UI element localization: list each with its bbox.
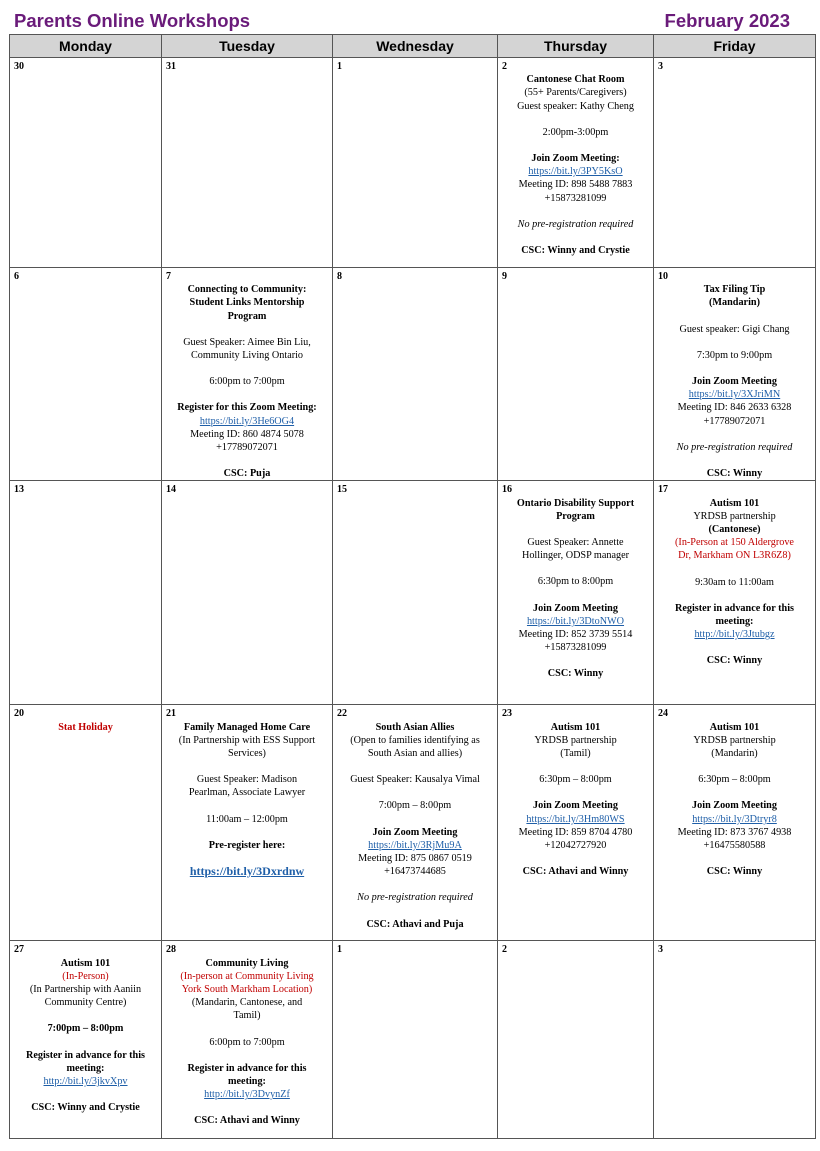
event-text: (In-Person)	[62, 970, 109, 982]
spacer	[14, 1088, 157, 1101]
event-text: meeting:	[66, 1062, 105, 1074]
event-text: CSC: Winny	[706, 866, 763, 878]
event-text: (In-Person at 150 Aldergrove	[675, 537, 794, 549]
event-text: CSC: Winny	[547, 668, 604, 680]
day-cell	[498, 268, 654, 481]
spacer	[502, 589, 649, 602]
event-text: Meeting ID: 898 5488 7883	[518, 179, 633, 191]
week-row	[10, 58, 816, 268]
event-text: Autism 101	[550, 721, 601, 733]
day-number: 6	[14, 271, 19, 282]
day-number: 2	[502, 944, 507, 956]
spacer	[658, 428, 811, 441]
meeting-link[interactable]: http://bit.ly/3jkvXpv	[43, 1076, 128, 1088]
day-cell	[498, 941, 654, 1139]
event-text: Register in advance for this	[25, 1049, 146, 1061]
event-text: +15873281099	[544, 642, 607, 654]
event-text: Community Centre)	[44, 997, 127, 1009]
day-cell	[654, 705, 816, 941]
day-number: 22	[337, 708, 347, 720]
day-number: 7	[166, 271, 171, 282]
spacer	[658, 641, 811, 654]
spacer	[502, 113, 649, 126]
event-text: YRDSB partnership	[693, 510, 776, 522]
event-text: (In Partnership with Aaniin	[29, 984, 142, 996]
day-cell	[162, 705, 333, 941]
event-text: Autism 101	[709, 497, 760, 509]
spacer	[166, 1101, 328, 1114]
event-block	[166, 721, 328, 879]
weekday-header: Monday	[10, 35, 162, 58]
event-text: 7:00pm – 8:00pm	[47, 1023, 124, 1035]
day-number: 31	[166, 61, 176, 72]
spacer	[502, 852, 649, 865]
event-text: Meeting ID: 875 0867 0519	[358, 853, 472, 865]
day-number: 24	[658, 708, 668, 720]
event-text: 6:30pm – 8:00pm	[698, 774, 771, 786]
day-cell	[10, 941, 162, 1139]
day-cell	[333, 941, 498, 1139]
spacer	[166, 1023, 328, 1036]
event-text: Meeting ID: 846 2633 6328	[677, 402, 792, 414]
spacer	[14, 1009, 157, 1022]
event-text: Program	[556, 510, 595, 522]
day-number: 30	[14, 61, 24, 72]
spacer	[337, 786, 493, 799]
event-text: +17789072071	[703, 415, 766, 427]
day-cell	[162, 481, 333, 705]
event-text: YRDSB partnership	[693, 734, 776, 746]
event-text: Community Living	[205, 957, 289, 969]
day-cell	[654, 58, 816, 268]
month-label: February 2023	[664, 10, 790, 31]
spacer	[658, 362, 811, 375]
event-text: 9:30am to 11:00am	[695, 576, 774, 588]
spacer	[337, 878, 493, 891]
event-text: Tax Filing Tip	[703, 284, 766, 296]
day-number: 21	[166, 708, 176, 720]
event-block	[658, 283, 811, 480]
event-text: CSC: Puja	[223, 468, 271, 480]
spacer	[658, 589, 811, 602]
spacer	[502, 760, 649, 773]
spacer	[658, 760, 811, 773]
event-block	[14, 957, 157, 1115]
event-text: 2:00pm-3:00pm	[542, 126, 609, 138]
spacer	[166, 362, 328, 375]
day-cell	[654, 481, 816, 705]
event-block	[658, 497, 811, 668]
weekday-header: Wednesday	[333, 35, 498, 58]
event-text: CSC: Athavi and Winny	[522, 866, 629, 878]
day-cell	[10, 705, 162, 941]
day-number: 10	[658, 271, 668, 282]
event-text: Guest Speaker: Kausalya Vimal	[350, 774, 480, 786]
day-cell	[162, 268, 333, 481]
day-cell	[162, 58, 333, 268]
day-number: 1	[337, 944, 342, 956]
event-text: meeting:	[715, 616, 754, 628]
event-text: Family Managed Home Care	[183, 721, 311, 733]
event-text: Pearlman, Associate Lawyer	[188, 787, 306, 799]
event-text: Join Zoom Meeting	[372, 826, 458, 838]
calendar-body	[10, 58, 816, 1139]
event-text: South Asian Allies	[375, 721, 455, 733]
event-text: +15873281099	[544, 192, 607, 204]
event-text: No pre-registration required	[676, 441, 793, 453]
event-text: CSC: Winny	[706, 468, 763, 480]
event-text: 6:00pm to 7:00pm	[209, 376, 285, 388]
event-text: Community Living Ontario	[190, 350, 304, 362]
day-number: 8	[337, 271, 342, 282]
day-cell	[333, 481, 498, 705]
spacer	[502, 562, 649, 575]
event-text: Program	[227, 310, 267, 322]
meeting-link[interactable]: https://bit.ly/3Dxrdnw	[189, 864, 305, 879]
day-number: 13	[14, 484, 24, 496]
day-number: 20	[14, 708, 24, 720]
event-text: Services)	[228, 748, 266, 760]
page-title: Parents Online Workshops	[14, 10, 251, 31]
event-text: Pre-register here:	[208, 839, 286, 851]
event-text: Ontario Disability Support	[516, 497, 635, 509]
event-text: +17789072071	[216, 442, 278, 454]
day-cell	[333, 58, 498, 268]
spacer	[502, 654, 649, 667]
day-number: 28	[166, 944, 176, 956]
spacer	[337, 760, 493, 773]
day-number: 2	[502, 61, 507, 72]
day-cell	[162, 941, 333, 1139]
spacer	[166, 800, 328, 813]
day-cell	[10, 481, 162, 705]
day-cell	[498, 481, 654, 705]
week-row	[10, 268, 816, 481]
day-number: 3	[658, 944, 663, 956]
event-text: +16473744685	[384, 866, 446, 878]
weekday-header: Tuesday	[162, 35, 333, 58]
event-text: (Mandarin)	[711, 748, 758, 760]
event-text: 11:00am – 12:00pm	[206, 813, 288, 825]
event-text: (Cantonese)	[708, 524, 761, 536]
event-block	[166, 283, 328, 480]
event-text: (Mandarin)	[709, 297, 760, 309]
day-cell	[333, 705, 498, 941]
meeting-link[interactable]: https://bit.ly/3Dtryr8	[692, 813, 777, 825]
day-cell	[498, 705, 654, 941]
day-number: 27	[14, 944, 24, 956]
spacer	[658, 852, 811, 865]
event-text: Meeting ID: 860 4874 5078	[190, 428, 304, 440]
spacer	[502, 231, 649, 244]
spacer	[502, 786, 649, 799]
week-row	[10, 941, 816, 1139]
event-text: 6:00pm to 7:00pm	[209, 1036, 285, 1048]
event-text: Join Zoom Meeting:	[531, 153, 620, 165]
spacer	[166, 826, 328, 839]
event-text: York South Markham Location)	[181, 984, 313, 996]
event-text: Hollinger, ODSP manager	[521, 550, 629, 562]
event-text: 6:30pm to 8:00pm	[537, 576, 614, 588]
event-text: Autism 101	[60, 957, 111, 969]
event-text: Student Links Mentorship	[189, 297, 305, 309]
event-text: South Asian and allies)	[367, 748, 463, 760]
week-row	[10, 705, 816, 941]
event-text: CSC: Winny and Crystie	[31, 1102, 140, 1114]
event-text: meeting:	[228, 1076, 266, 1088]
day-number: 14	[166, 484, 176, 496]
event-text: 6:30pm – 8:00pm	[539, 774, 612, 786]
spacer	[658, 454, 811, 467]
event-block	[14, 721, 157, 734]
spacer	[658, 336, 811, 349]
meeting-link[interactable]: http://bit.ly/3Jtubgz	[694, 629, 775, 641]
spacer	[337, 813, 493, 826]
event-text: Autism 101	[709, 721, 760, 733]
spacer	[166, 760, 328, 773]
event-text: Register in advance for this	[674, 602, 795, 614]
event-text: YRDSB partnership	[534, 734, 617, 746]
event-text: Connecting to Community:	[187, 284, 307, 296]
day-cell	[10, 58, 162, 268]
spacer	[166, 1049, 328, 1062]
event-text: (Open to families identifying as	[350, 734, 480, 746]
meeting-link[interactable]: https://bit.ly/3DtoNWO	[526, 615, 625, 627]
meeting-link[interactable]: https://bit.ly/3RjMu9A	[368, 839, 462, 851]
meeting-link[interactable]: http://bit.ly/3DvynZf	[204, 1089, 290, 1101]
event-text: CSC: Winny and Crystie	[521, 245, 630, 257]
event-block	[502, 721, 649, 879]
event-text: Meeting ID: 852 3739 5514	[518, 629, 633, 641]
event-text: Stat Holiday	[58, 721, 113, 733]
event-text: (55+ Parents/Caregivers)	[524, 87, 627, 99]
event-text: Join Zoom Meeting	[533, 602, 618, 614]
event-text: (In-person at Community Living	[180, 970, 314, 982]
event-text: Guest Speaker: Annette	[527, 537, 624, 549]
meeting-link[interactable]: https://bit.ly/3He6OG4	[199, 415, 295, 427]
event-text: No pre-registration required	[357, 892, 473, 904]
day-cell	[333, 268, 498, 481]
event-text: Join Zoom Meeting	[692, 800, 777, 812]
event-block	[337, 721, 493, 931]
event-text: Guest speaker: Kathy Cheng	[517, 100, 634, 112]
event-text: CSC: Athavi and Puja	[366, 918, 464, 930]
calendar-header	[14, 10, 790, 36]
day-cell	[498, 58, 654, 268]
meeting-link[interactable]: https://bit.ly/3Hm80WS	[526, 813, 625, 825]
day-number: 17	[658, 484, 668, 496]
event-text: Tamil)	[233, 1010, 261, 1022]
spacer	[658, 310, 811, 323]
meeting-link[interactable]: https://bit.ly/3XJriMN	[688, 389, 781, 401]
spacer	[166, 454, 328, 467]
event-text: Meeting ID: 859 8704 4780	[518, 826, 633, 838]
event-text: +12042727920	[544, 840, 607, 852]
spacer	[502, 523, 649, 536]
spacer	[658, 786, 811, 799]
event-text: Guest speaker: Gigi Chang	[679, 323, 790, 335]
event-text: 7:30pm to 9:00pm	[696, 349, 773, 361]
event-text: Join Zoom Meeting	[692, 376, 777, 388]
calendar-table	[9, 34, 816, 1139]
day-number: 16	[502, 484, 512, 496]
day-number: 15	[337, 484, 347, 496]
event-text: CSC: Winny	[706, 655, 763, 667]
meeting-link[interactable]: https://bit.ly/3PY5KsO	[528, 166, 623, 178]
day-cell	[654, 268, 816, 481]
spacer	[166, 388, 328, 401]
event-text: (Mandarin, Cantonese, and	[191, 997, 303, 1009]
day-number: 1	[337, 61, 342, 72]
spacer	[658, 563, 811, 576]
spacer	[166, 323, 328, 336]
event-block	[502, 73, 649, 257]
weekday-header: Friday	[654, 35, 816, 58]
event-text: (In Partnership with ESS Support	[178, 734, 316, 746]
event-text: Guest Speaker: Aimee Bin Liu,	[183, 336, 311, 348]
event-text: Cantonese Chat Room	[526, 74, 625, 86]
event-text: 7:00pm – 8:00pm	[378, 800, 452, 812]
event-text: Register for this Zoom Meeting:	[177, 402, 317, 414]
spacer	[14, 1036, 157, 1049]
day-cell	[10, 268, 162, 481]
event-block	[166, 957, 328, 1128]
event-text: Dr, Markham ON L3R6Z8)	[678, 550, 791, 562]
day-number: 3	[658, 61, 663, 72]
day-cell	[654, 941, 816, 1139]
event-text: Meeting ID: 873 3767 4938	[677, 826, 792, 838]
event-text: Register in advance for this	[187, 1062, 307, 1074]
event-text: +16475580588	[703, 840, 766, 852]
spacer	[502, 205, 649, 218]
day-number: 9	[502, 271, 507, 282]
event-text: (Tamil)	[560, 748, 591, 760]
event-text: Guest Speaker: Madison	[196, 774, 298, 786]
event-text: Join Zoom Meeting	[533, 800, 618, 812]
event-text: CSC: Athavi and Winny	[194, 1115, 300, 1127]
weekday-header: Thursday	[498, 35, 654, 58]
day-number: 23	[502, 708, 512, 720]
event-block	[658, 721, 811, 879]
spacer	[337, 905, 493, 918]
weekday-header-row	[10, 35, 816, 58]
event-text: No pre-registration required	[517, 218, 634, 230]
event-block	[502, 497, 649, 681]
spacer	[502, 139, 649, 152]
week-row	[10, 481, 816, 705]
